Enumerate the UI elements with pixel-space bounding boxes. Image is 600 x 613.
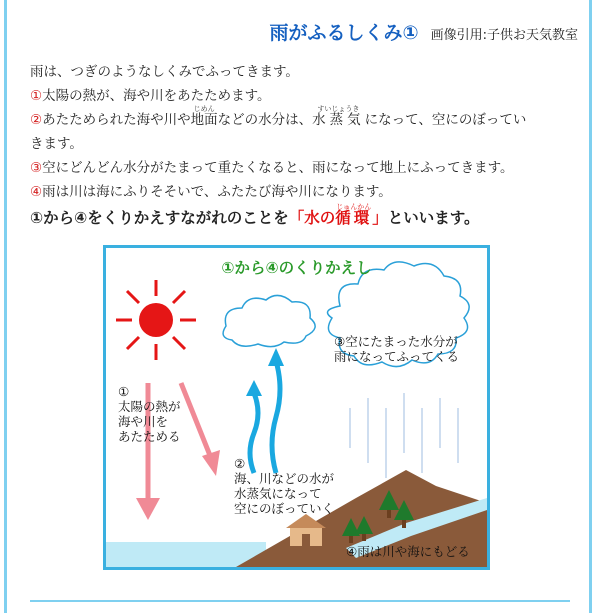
step-2-text-c: などの水分は、 [217,112,313,128]
step-3-text: 空にどんどん水分がたまって重たくなると、雨になって地上にふってきます。 [42,160,514,176]
step-4-text: 雨は川は海にふりそそいで、ふたたび海や川になります。 [42,184,392,200]
sun [116,280,196,360]
ruby-suijouki-base: 水蒸気 [312,112,365,128]
diagram-title: ①から④のくりかえし [221,259,372,277]
water-cycle-diagram [103,245,490,570]
ruby-jimen [190,105,218,132]
evaporation-arrow-head-1 [246,380,262,396]
ruby-suijouki-reading: すいじょうき [317,105,360,113]
sea [106,542,266,567]
ruby-jimen-base: 地面 [190,112,218,128]
step-1-text: 太陽の熱が、海や川をあたためます。 [42,88,271,104]
ruby-suijouki [312,105,365,132]
header [270,18,578,45]
image-credit: 画像引用:子供お天気教室 [430,28,578,43]
step-2-text-e: になって、空にのぼってい [364,112,527,128]
summary-term-open: 「水の [288,209,336,227]
step-4 [30,180,570,204]
step-1 [30,84,570,108]
summary-line [30,203,570,230]
step-2-text-a: あたためられた海や川や [42,112,191,128]
page-title: 雨がふるしくみ① [269,22,419,44]
ruby-junkan-reading: じゅんかん [336,203,372,211]
label-step-1: ① 太陽の熱が 海や川を あたためる [118,384,181,444]
bottom-divider [30,600,570,602]
step-4-number: ④ [30,184,43,200]
ruby-junkan-base: 循環 [335,209,373,227]
heat-arrow-head-1 [136,498,160,520]
label-step-4: ④雨は川や海にもどる [346,544,470,559]
step-2-number: ② [30,112,43,128]
label-step-2: ② 海、川などの水が 水蒸気になって 空にのぼっていく [234,456,335,516]
ruby-jimen-reading: じめん [193,105,215,113]
evaporation-arrow-head-2 [268,348,284,366]
explanation [30,60,570,230]
intro-line: 雨は、つぎのようなしくみでふってきます。 [30,64,299,80]
summary-term-close: 」 [372,209,388,227]
step-3-number: ③ [30,160,43,176]
step-2-continued: きます。 [30,136,83,152]
rain [350,393,458,478]
cloud-small [223,295,315,346]
heat-arrow-head-2 [202,450,220,476]
ruby-junkan [335,203,373,230]
step-1-number: ① [30,88,43,104]
summary-text-e: といいます。 [387,209,480,227]
label-step-3: ③空にたまった水分が 雨になってふってくる [334,334,460,364]
step-3 [30,156,570,180]
summary-text-a: ①から④をくりかえすながれのことを [30,209,289,227]
step-2 [30,105,570,132]
